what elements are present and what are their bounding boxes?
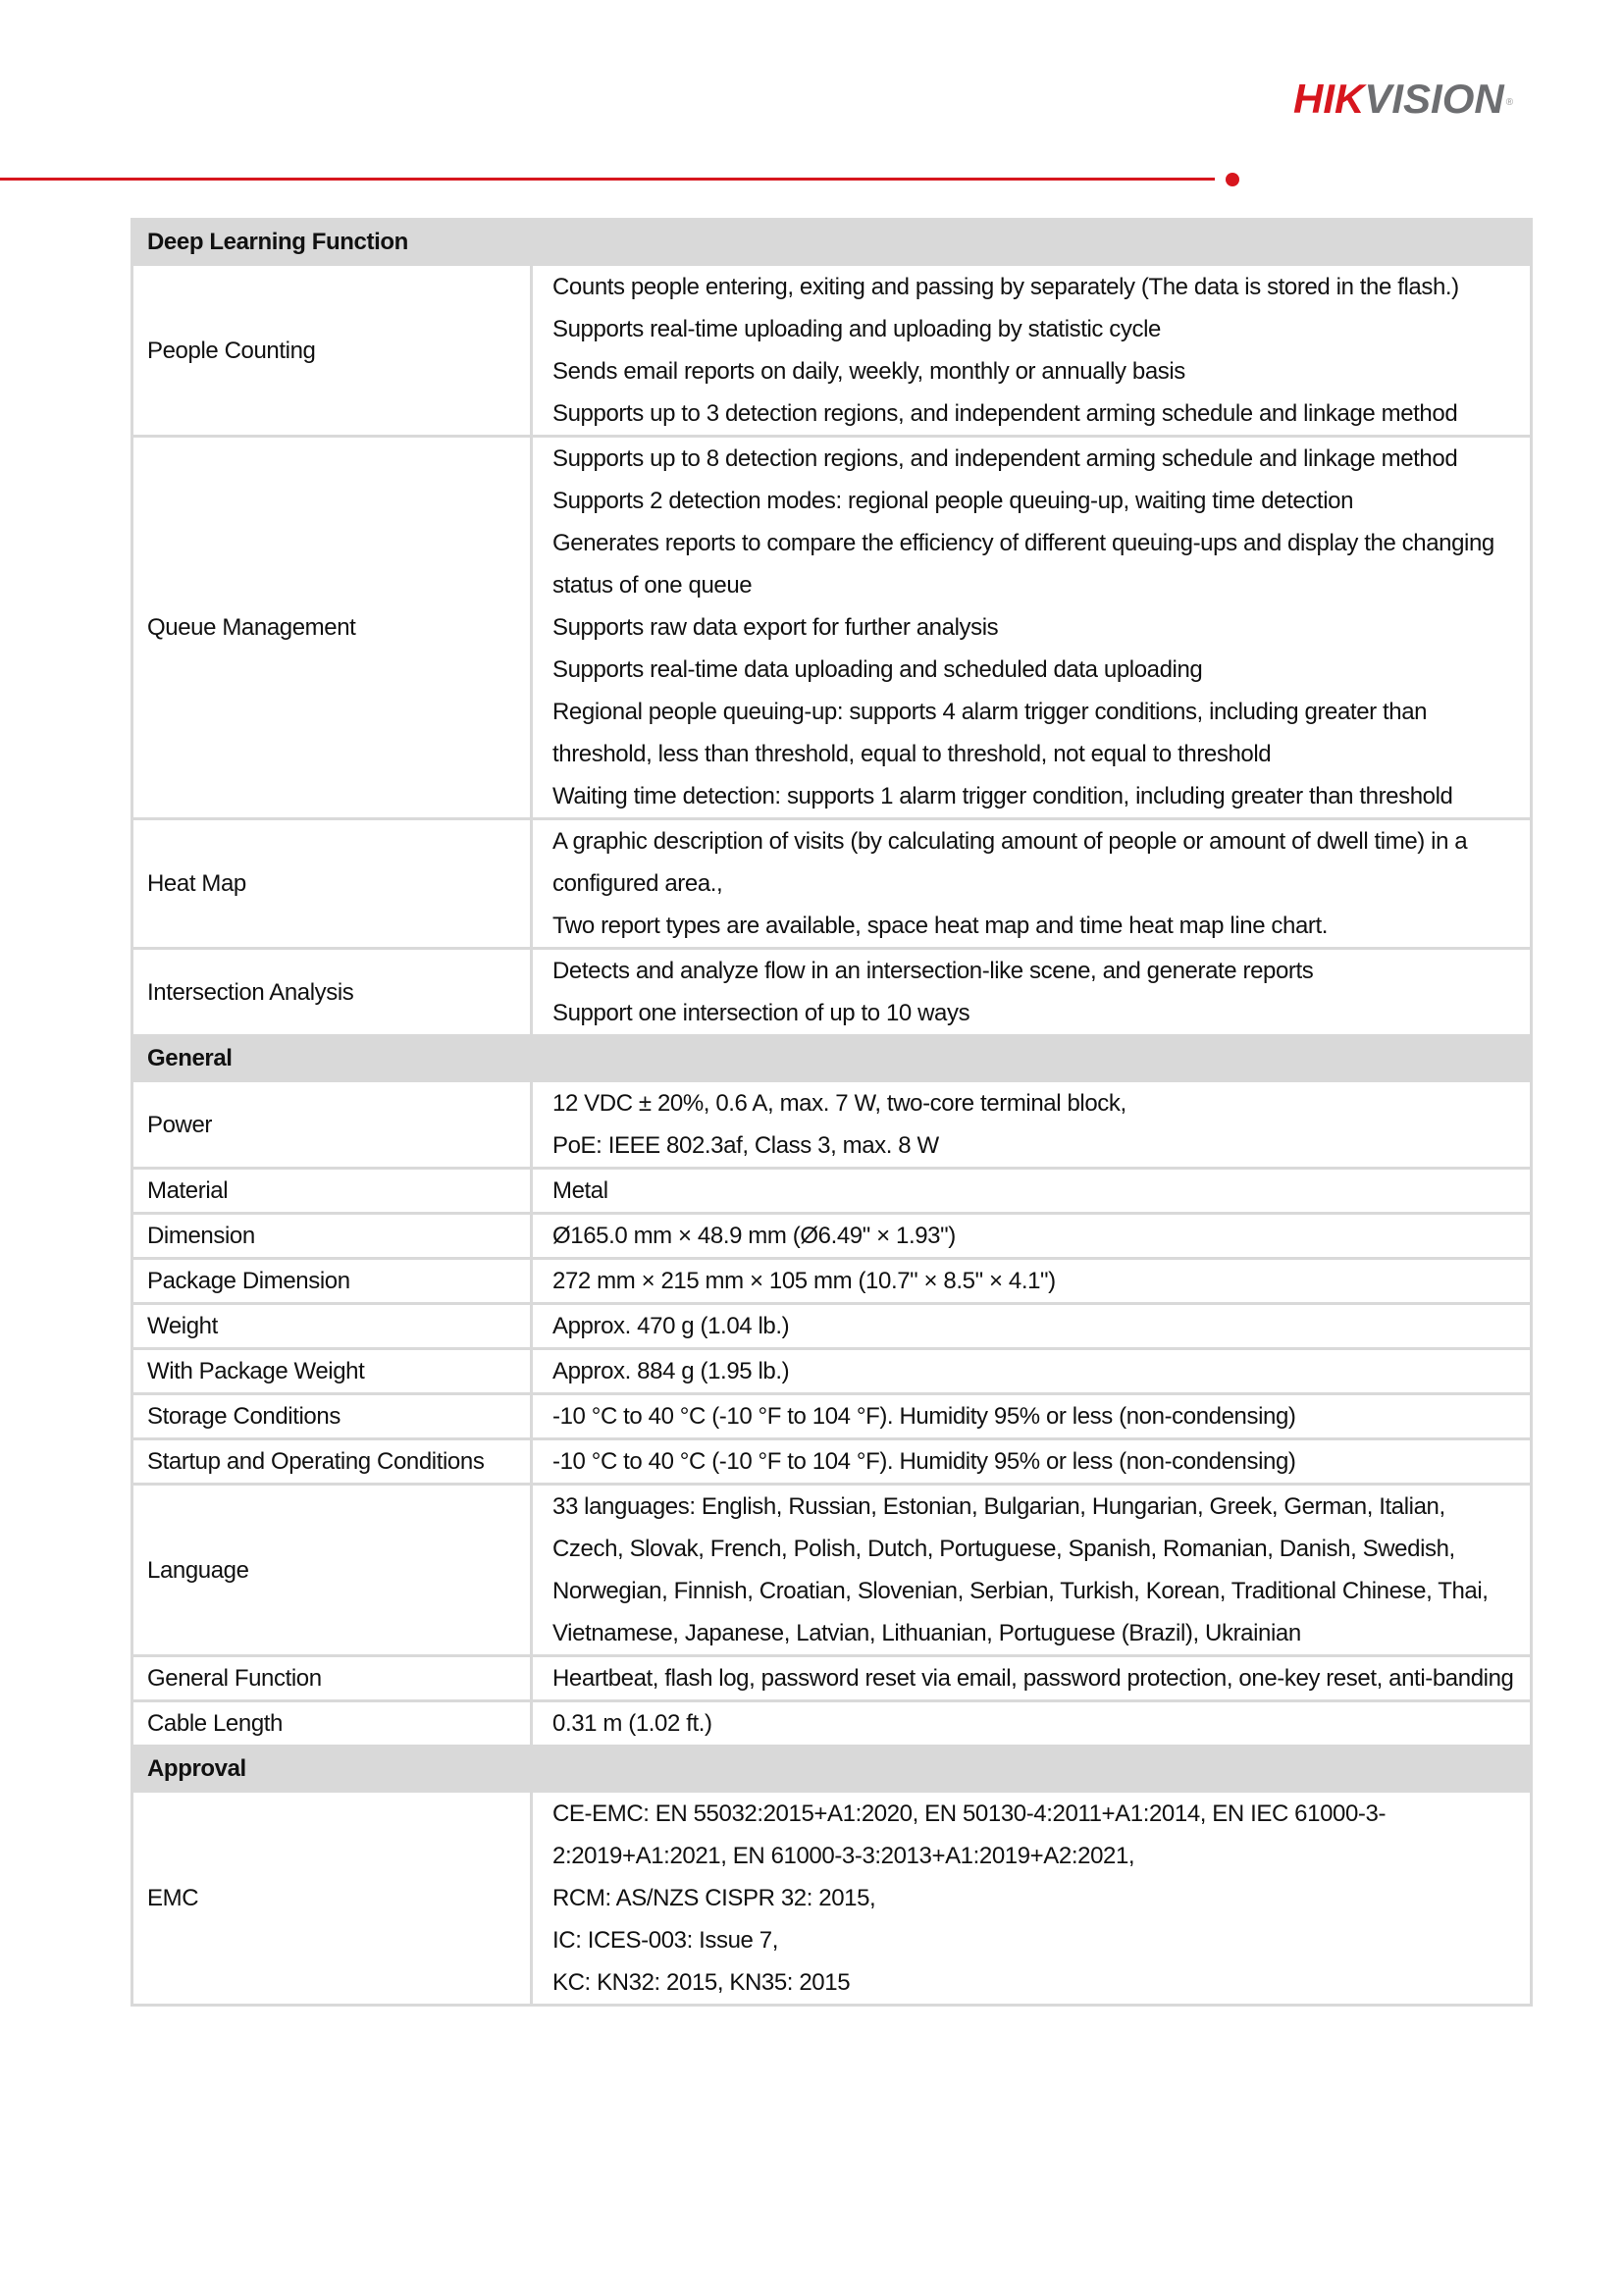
spec-value-line: RCM: AS/NZS CISPR 32: 2015, (552, 1885, 876, 1911)
spec-label: Startup and Operating Conditions (132, 1439, 532, 1485)
spec-value-line: Detects and analyze flow in an intersection-like scene, and generate reports (552, 958, 1314, 984)
spec-row-cable-length (132, 1701, 1532, 1747)
spec-label: General Function (132, 1656, 532, 1701)
spec-value-line: KC: KN32: 2015, KN35: 2015 (552, 1969, 851, 1996)
spec-label: Language (132, 1485, 532, 1656)
spec-value: -10 °C to 40 °C (-10 °F to 104 °F). Humidity 95% or less (non-condensing) (532, 1394, 1532, 1439)
spec-row-language (132, 1485, 1532, 1656)
spec-label: With Package Weight (132, 1349, 532, 1394)
section-header-general (132, 1036, 1532, 1081)
spec-value-line: Generates reports to compare the efficiency of different queuing-ups and display the changing status of one queue (552, 530, 1494, 599)
spec-value: 33 languages: English, Russian, Estonian, Bulgarian, Hungarian, Greek, German, Italian, Czech, Slovak, French, Polish, Dutch, Portuguese, Spanish, Romanian, Danish, Swedish, Norwegian, Finnish, Croatian, Slovenian, Serbian, Turkish, Korean, Traditional Chinese, Thai, Vietnamese, Japanese, Latvian, Lithuanian, Portuguese (Brazil), Ukrainian (532, 1485, 1532, 1656)
spec-value-line: Supports 2 detection modes: regional people queuing-up, waiting time detection (552, 488, 1354, 514)
spec-value-line: Supports up to 8 detection regions, and independent arming schedule and linkage method (552, 445, 1458, 472)
spec-value: Heartbeat, flash log, password reset via email, password protection, one-key reset, anti-banding (532, 1656, 1532, 1701)
spec-value-line: Two report types are available, space heat map and time heat map line chart. (552, 913, 1329, 939)
logo-vision: VISION (1364, 76, 1504, 122)
spec-label: Power (132, 1081, 532, 1169)
section-title: General (132, 1036, 1532, 1081)
spec-value: 0.31 m (1.02 ft.) (532, 1701, 1532, 1747)
header-divider (0, 178, 1215, 181)
spec-row-general-function (132, 1656, 1532, 1701)
spec-row-intersection-analysis (132, 949, 1532, 1036)
spec-value (532, 265, 1532, 437)
spec-value: Ø165.0 mm × 48.9 mm (Ø6.49" × 1.93") (532, 1214, 1532, 1259)
spec-row-power (132, 1081, 1532, 1169)
spec-value (532, 437, 1532, 819)
spec-label: Material (132, 1169, 532, 1214)
spec-value: Approx. 470 g (1.04 lb.) (532, 1304, 1532, 1349)
spec-value (532, 1081, 1532, 1169)
spec-row-weight (132, 1304, 1532, 1349)
spec-value: 272 mm × 215 mm × 105 mm (10.7" × 8.5" × 4.1") (532, 1259, 1532, 1304)
spec-label: Dimension (132, 1214, 532, 1259)
spec-row-startup-operating-conditions (132, 1439, 1532, 1485)
spec-value-line: A graphic description of visits (by calculating amount of people or amount of dwell time) in a configured area., (552, 828, 1468, 897)
spec-row-queue-management (132, 437, 1532, 819)
spec-row-people-counting (132, 265, 1532, 437)
spec-label: Storage Conditions (132, 1394, 532, 1439)
section-title: Deep Learning Function (132, 220, 1532, 265)
spec-value-line: IC: ICES-003: Issue 7, (552, 1927, 778, 1954)
spec-row-storage-conditions (132, 1394, 1532, 1439)
spec-label: Weight (132, 1304, 532, 1349)
spec-row-emc (132, 1792, 1532, 2006)
spec-value-line: Waiting time detection: supports 1 alarm trigger condition, including greater than threshold (552, 783, 1453, 809)
spec-label: Queue Management (132, 437, 532, 819)
registered-mark-icon: ® (1505, 97, 1514, 108)
spec-label: People Counting (132, 265, 532, 437)
spec-table (131, 218, 1533, 2007)
spec-value-line: PoE: IEEE 802.3af, Class 3, max. 8 W (552, 1132, 939, 1159)
header-dot-icon (1226, 173, 1239, 186)
spec-value-line: Supports up to 3 detection regions, and independent arming schedule and linkage method (552, 400, 1458, 427)
spec-value-line: Supports real-time uploading and uploading by statistic cycle (552, 316, 1161, 342)
spec-value-line: Supports raw data export for further analysis (552, 614, 999, 641)
hikvision-logo (1293, 75, 1513, 124)
spec-value: Approx. 884 g (1.95 lb.) (532, 1349, 1532, 1394)
spec-row-with-package-weight (132, 1349, 1532, 1394)
spec-value-line: Counts people entering, exiting and passing by separately (The data is stored in the flash.) (552, 274, 1459, 300)
spec-row-heat-map (132, 819, 1532, 949)
spec-label: Intersection Analysis (132, 949, 532, 1036)
spec-value-line: Sends email reports on daily, weekly, monthly or annually basis (552, 358, 1185, 385)
spec-value (532, 819, 1532, 949)
spec-value-line: Supports real-time data uploading and scheduled data uploading (552, 656, 1203, 683)
spec-value: -10 °C to 40 °C (-10 °F to 104 °F). Humidity 95% or less (non-condensing) (532, 1439, 1532, 1485)
spec-value: Metal (532, 1169, 1532, 1214)
section-header-deep-learning (132, 220, 1532, 265)
spec-label: EMC (132, 1792, 532, 2006)
logo-hik: HIK (1293, 76, 1365, 122)
spec-label: Cable Length (132, 1701, 532, 1747)
spec-value-line: CE-EMC: EN 55032:2015+A1:2020, EN 50130-4:2011+A1:2014, EN IEC 61000-3-2:2019+A1:2021, EN 61000-3-3:2013+A1:2019+A2:2021, (552, 1800, 1387, 1869)
spec-value (532, 1792, 1532, 2006)
spec-value-line: Regional people queuing-up: supports 4 alarm trigger conditions, including greater than threshold, less than threshold, equal to threshold, not equal to threshold (552, 699, 1428, 767)
spec-row-material (132, 1169, 1532, 1214)
spec-row-dimension (132, 1214, 1532, 1259)
spec-label: Package Dimension (132, 1259, 532, 1304)
section-header-approval (132, 1747, 1532, 1792)
spec-row-package-dimension (132, 1259, 1532, 1304)
spec-value (532, 949, 1532, 1036)
spec-value-line: 12 VDC ± 20%, 0.6 A, max. 7 W, two-core terminal block, (552, 1090, 1126, 1117)
spec-label: Heat Map (132, 819, 532, 949)
spec-value-line: Support one intersection of up to 10 ways (552, 1000, 970, 1026)
section-title: Approval (132, 1747, 1532, 1792)
